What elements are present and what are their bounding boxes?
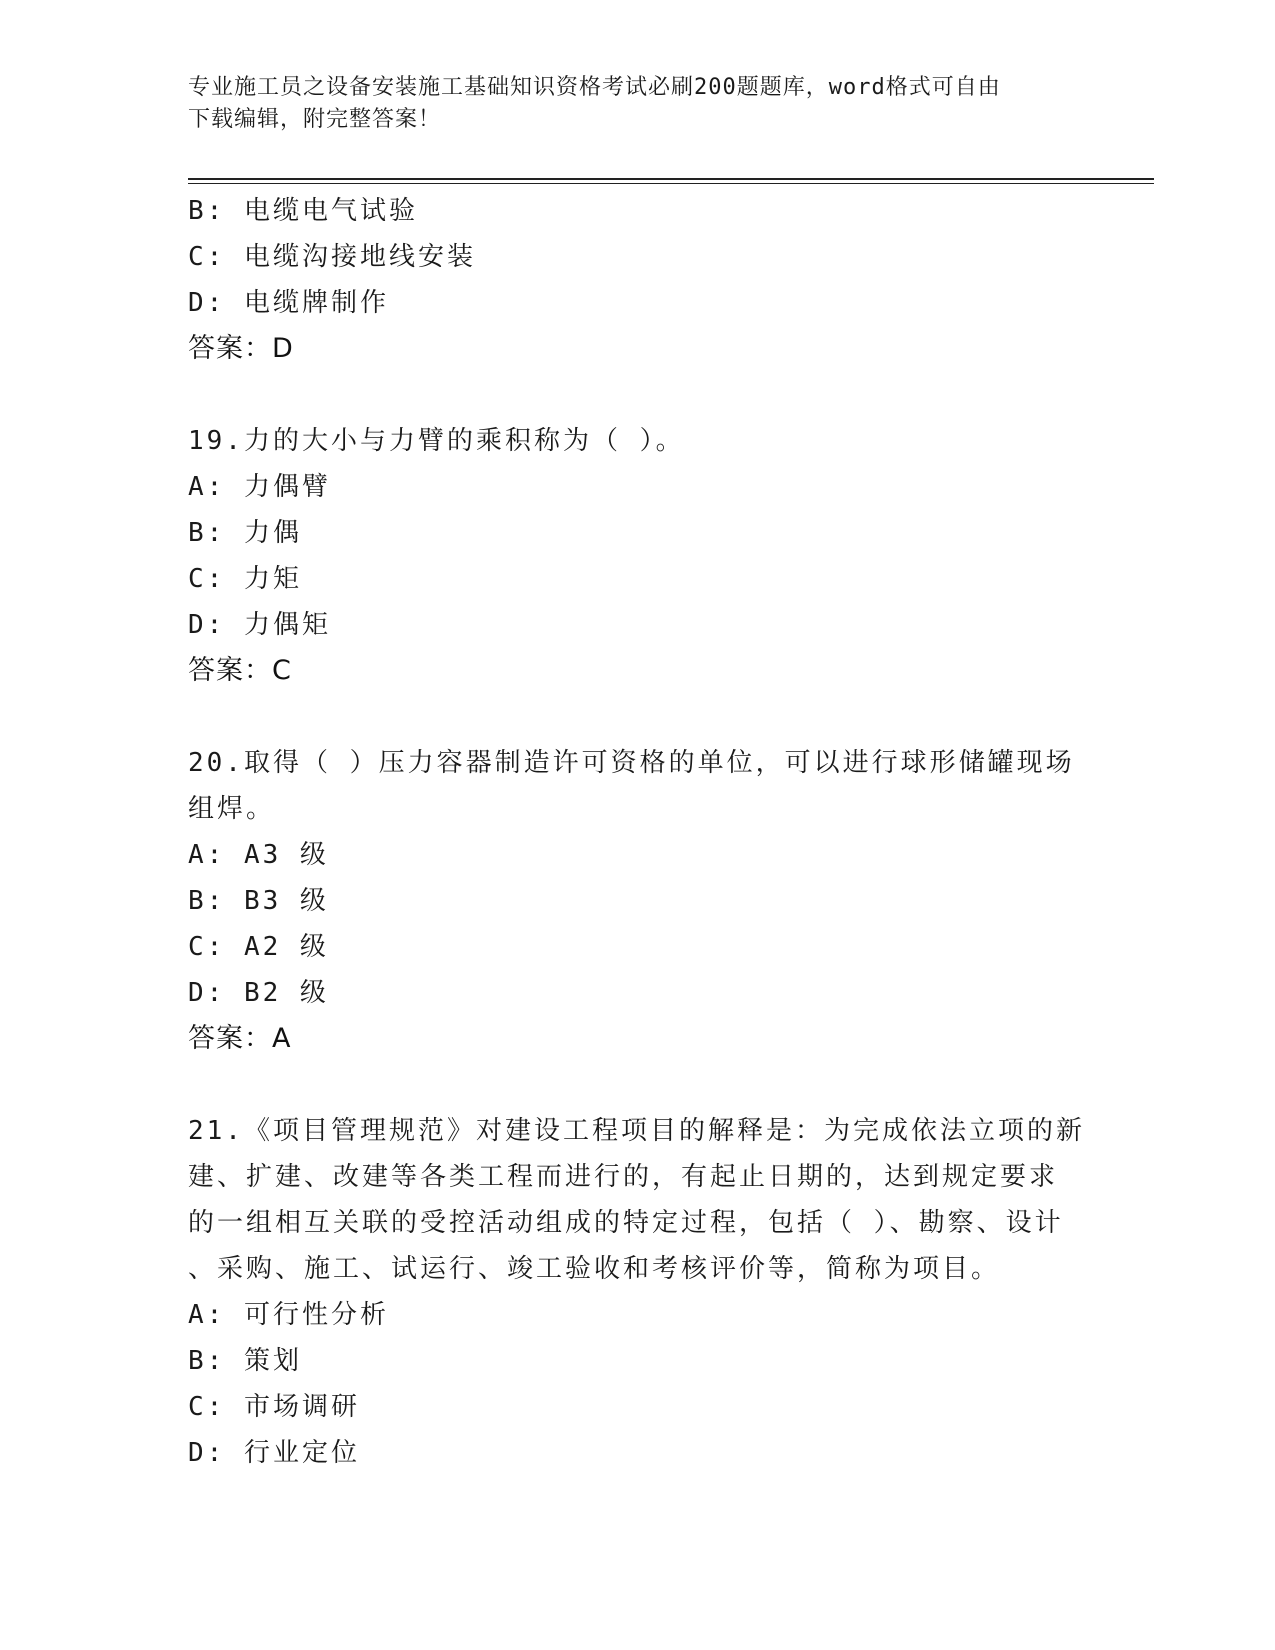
option-a: A: A3 级 xyxy=(188,840,329,870)
question-stem-line-1: 21.《项目管理规范》对建设工程项目的解释是：为完成依法立项的新 xyxy=(188,1116,1085,1146)
option-a: A: 可行性分析 xyxy=(188,1300,389,1330)
header-divider-thick xyxy=(188,178,1154,180)
header-line-1: 专业施工员之设备安装施工基础知识资格考试必刷200题题库，word格式可自由 xyxy=(188,75,1001,100)
option-b: B: 力偶 xyxy=(188,518,302,548)
question-stem-line-1: 20.取得（ ）压力容器制造许可资格的单位，可以进行球形储罐现场 xyxy=(188,748,1075,778)
question-18-tail xyxy=(188,188,1088,372)
option-b: B: 电缆电气试验 xyxy=(188,196,418,226)
option-d: D: 电缆牌制作 xyxy=(188,288,389,318)
question-stem-line-3: 的一组相互关联的受控活动组成的特定过程，包括（ ）、勘察、设计 xyxy=(188,1208,1064,1238)
option-a: A: 力偶臂 xyxy=(188,472,331,502)
option-c: C: 力矩 xyxy=(188,564,302,594)
question-20 xyxy=(188,740,1088,1062)
header-line-2: 下载编辑，附完整答案！ xyxy=(188,107,442,132)
option-c: C: A2 级 xyxy=(188,932,329,962)
answer-line: 答案：A xyxy=(188,1023,292,1054)
header-divider-thin xyxy=(188,183,1154,184)
spacer xyxy=(188,1062,1088,1108)
option-d: D: 行业定位 xyxy=(188,1438,360,1468)
answer-line: 答案：C xyxy=(188,655,292,686)
question-19 xyxy=(188,418,1088,694)
question-stem: 19.力的大小与力臂的乘积称为（ ）。 xyxy=(188,426,685,456)
document-header xyxy=(188,72,1088,136)
option-d: D: B2 级 xyxy=(188,978,329,1008)
question-stem-line-2: 建、扩建、改建等各类工程而进行的，有起止日期的，达到规定要求 xyxy=(188,1162,1059,1192)
spacer xyxy=(188,694,1088,740)
option-c: C: 市场调研 xyxy=(188,1392,360,1422)
question-stem-line-2: 组焊。 xyxy=(188,794,276,824)
question-stem-line-4: 、采购、施工、试运行、竣工验收和考核评价等，简称为项目。 xyxy=(188,1254,1001,1284)
question-21 xyxy=(188,1108,1088,1476)
option-d: D: 力偶矩 xyxy=(188,610,331,640)
option-c: C: 电缆沟接地线安装 xyxy=(188,242,476,272)
option-b: B: B3 级 xyxy=(188,886,329,916)
answer-line: 答案：D xyxy=(188,333,294,364)
option-b: B: 策划 xyxy=(188,1346,302,1376)
spacer xyxy=(188,372,1088,418)
question-list xyxy=(188,188,1088,1476)
